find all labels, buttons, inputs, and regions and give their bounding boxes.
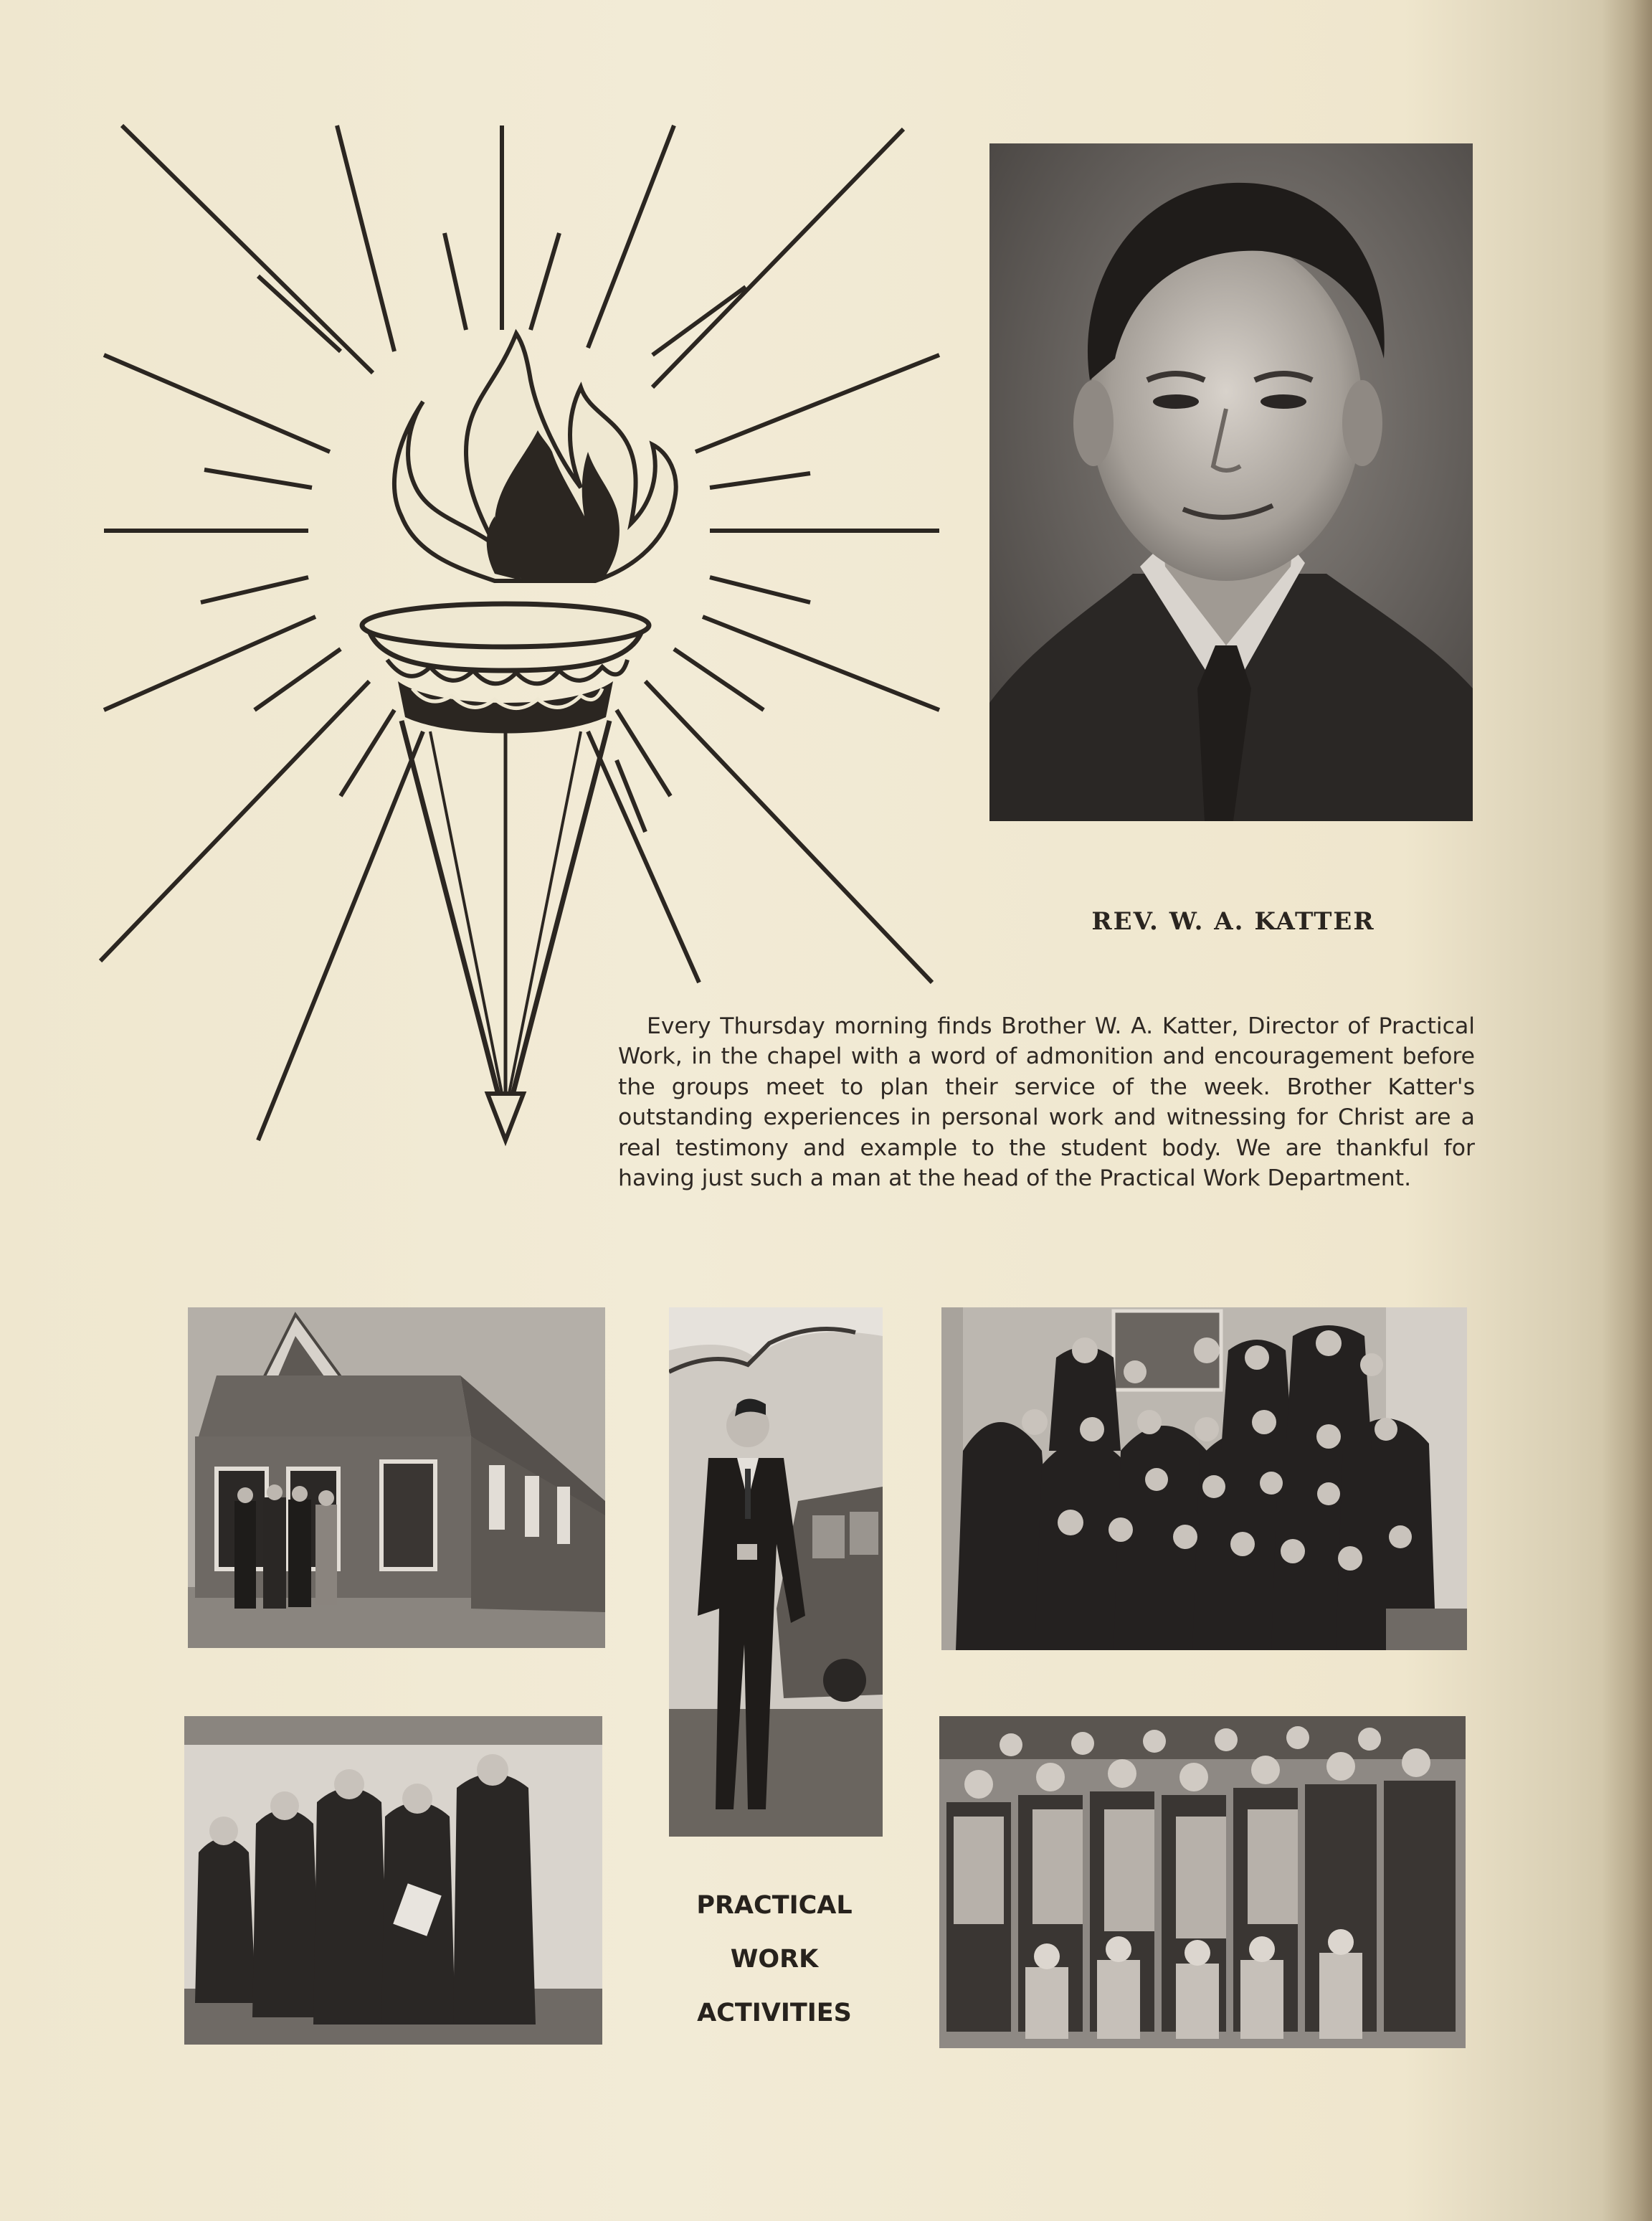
activity-photo-group-steps [941, 1307, 1467, 1650]
activity-photo-man [669, 1307, 883, 1837]
torch-icon [93, 115, 946, 1155]
activity-photo-large-group [939, 1716, 1466, 2048]
activity-photo-children [184, 1716, 602, 2045]
section-title-line-1: PRACTICAL [696, 1891, 853, 1920]
section-title-line-2: WORK [730, 1945, 819, 1974]
activity-photo-house [188, 1307, 605, 1648]
section-title-line-3: ACTIVITIES [697, 1999, 852, 2027]
section-title [667, 1879, 882, 2040]
portrait-caption: REV. W. A. KATTER [1091, 907, 1375, 936]
portrait-photo [989, 143, 1473, 821]
description-paragraph: Every Thursday morning finds Brother W. A. Katter, Director of Practical Work, in the chapel with a word of admonition and encouragement before the groups meet to plan their service of the week. Brother Katter's outstanding experiences in personal work and witnessing for Christ are a real testimony and example to the student body. We are thankful for having just such a man at the head of the Practical Work Department. [618, 1013, 1475, 1191]
page-spine-shadow [1602, 0, 1652, 2221]
